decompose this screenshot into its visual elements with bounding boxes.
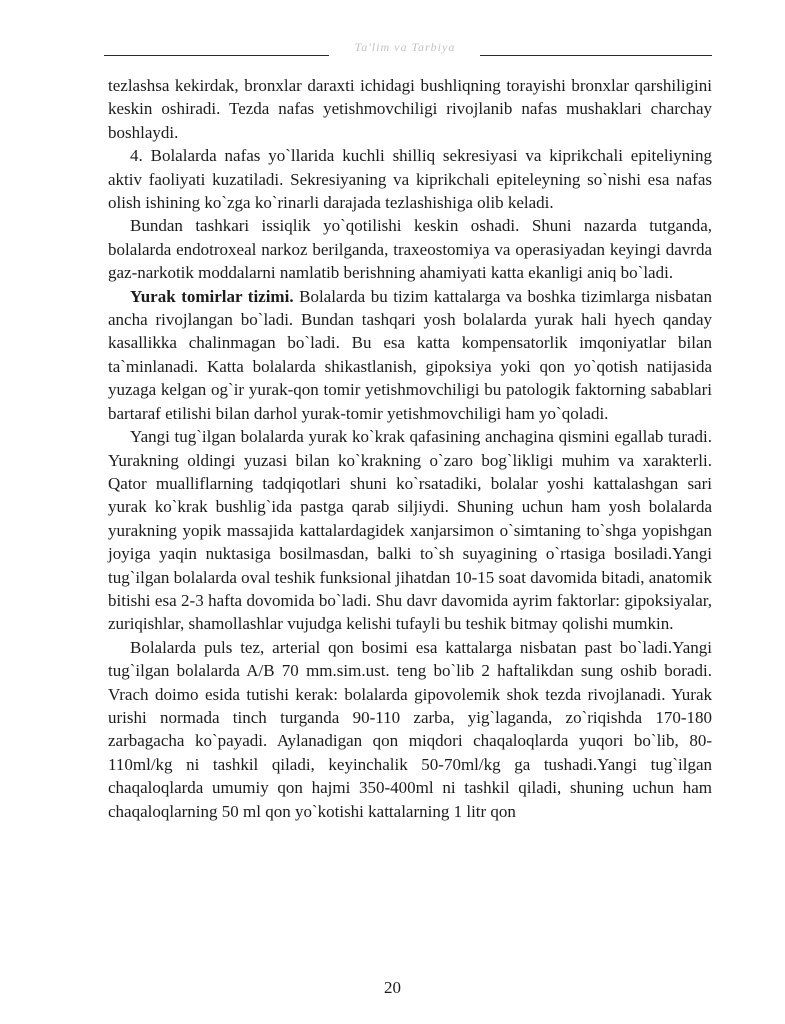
- header-rule-right: [480, 55, 712, 56]
- paragraph-cardiovascular: [108, 285, 712, 425]
- paragraph-continuation: tezlashsa kekirdak, bronxlar daraxti ichidagi bushliqning torayishi bronxlar qarshiligini keskin oshiradi. Tezda nafas yetishmovchiligi rivojlanib nafas mushaklari charchay boshlaydi.: [108, 76, 712, 142]
- page-body: [108, 74, 712, 823]
- paragraph-point-4: 4. Bolalarda nafas yo`llarida kuchli shilliq sekresiyasi va kiprikchali epiteliyning aktiv faoliyati kuzatiladi. Sekresiyaning va kiprikchali epiteleyning so`nishi esa nafas olish ishining ko`zga ko`rinarli darajada tezlashishiga olib keladi.: [108, 146, 712, 213]
- paragraph-cardiovascular-text: Bolalarda bu tizim kattalarga va boshka tizimlarga nisbatan ancha rivojlangan bo`ladi. Bundan tashqari yosh bolalarda yurak hali hyech qanday kasallikka chalinmagan bo`ladi. Bu esa katta kompensatorlik imqoniyatlar bilan ta`minlanadi. Katta bolalarda shikastlanish, gipoksiya yoki qon yo`qotish natijasida yuzaga kelgan og`ir yurak-qon tomir yetishmovchiligi bu patologik faktorning sabablari bartaraf etilishi bilan darhol yurak-tomir yetishmovchiligi ham yo`qoladi.: [108, 286, 712, 423]
- running-head: Ta'lim va Tarbiya: [354, 40, 456, 54]
- page-number: 20: [384, 978, 401, 997]
- paragraph-pulse-pressure: Bolalarda puls tez, arterial qon bosimi esa kattalarga nisbatan past bo`ladi.Yangi tug`ilgan bolalarda A/B 70 mm.sim.ust. teng bo`lib 2 haftalikdan sung oshib boradi. Vrach doimo esida tutishi kerak: bolalarda gipovolemik shok tezda rivojlanadi. Yurak urishi normada tinch turganda 90-110 zarba, yig`laganda, zo`riqishda 170-180 zarbagacha ko`payadi. Aylanadigan qon miqdori chaqaloqlarda yuqori bo`lib, 80-110ml/kg ni tashkil qiladi, keyinchalik 50-70ml/kg ga tushadi.Yangi tug`ilgan chaqaloqlarda umumiy qon hajmi 350-400ml ni tashkil qiladi, shuning uchun ham chaqaloqlarning 50 ml qon yo`kotishi kattalarning 1 litr qon: [108, 637, 712, 821]
- header-rule-left: [104, 55, 329, 56]
- paragraph-heat-loss: Bundan tashkari issiqlik yo`qotilishi keskin oshadi. Shuni nazarda tutganda, bolalarda endotroxeal narkoz berilganda, traxeostomiya va operasiyadan keyingi davrda gaz-narkotik moddalarni namlatib berishning ahamiyati katta ekanligi aniq bo`ladi.: [108, 216, 712, 283]
- section-heading: Yurak tomirlar tizimi.: [130, 286, 294, 306]
- paragraph-newborn-heart: Yangi tug`ilgan bolalarda yurak ko`krak qafasining anchagina qismini egallab turadi. Yurakning oldingi yuzasi bilan ko`krakning o`zaro bog`likligi muhim va xarakterli. Qator mualliflarning tadqiqotlari shuni ko`rsatadiki, bolalar yoshi kattalashgan sari yurak ko`krak bushlig`ida pastga qarab siljiydi. Shuning uchun ham yosh bolalarda yurakning yopik massajida kattalardagidek xanjarsimon o`simtaning to`shga yopishgan joyiga yaqin nuktasiga bosilmasdan, balki to`sh suyagining o`rtasiga bosiladi.Yangi tug`ilgan bolalarda oval teshik funksional jihatdan 10-15 soat davomida bitadi, anatomik bitishi esa 2-3 hafta dovomida bo`ladi. Shu davr davomida ayrim faktorlar: gipoksiyalar, zuriqishlar, shamollashlar vujudga kelishi tufayli bu teshik bitmay qolishi mumkin.: [108, 427, 712, 634]
